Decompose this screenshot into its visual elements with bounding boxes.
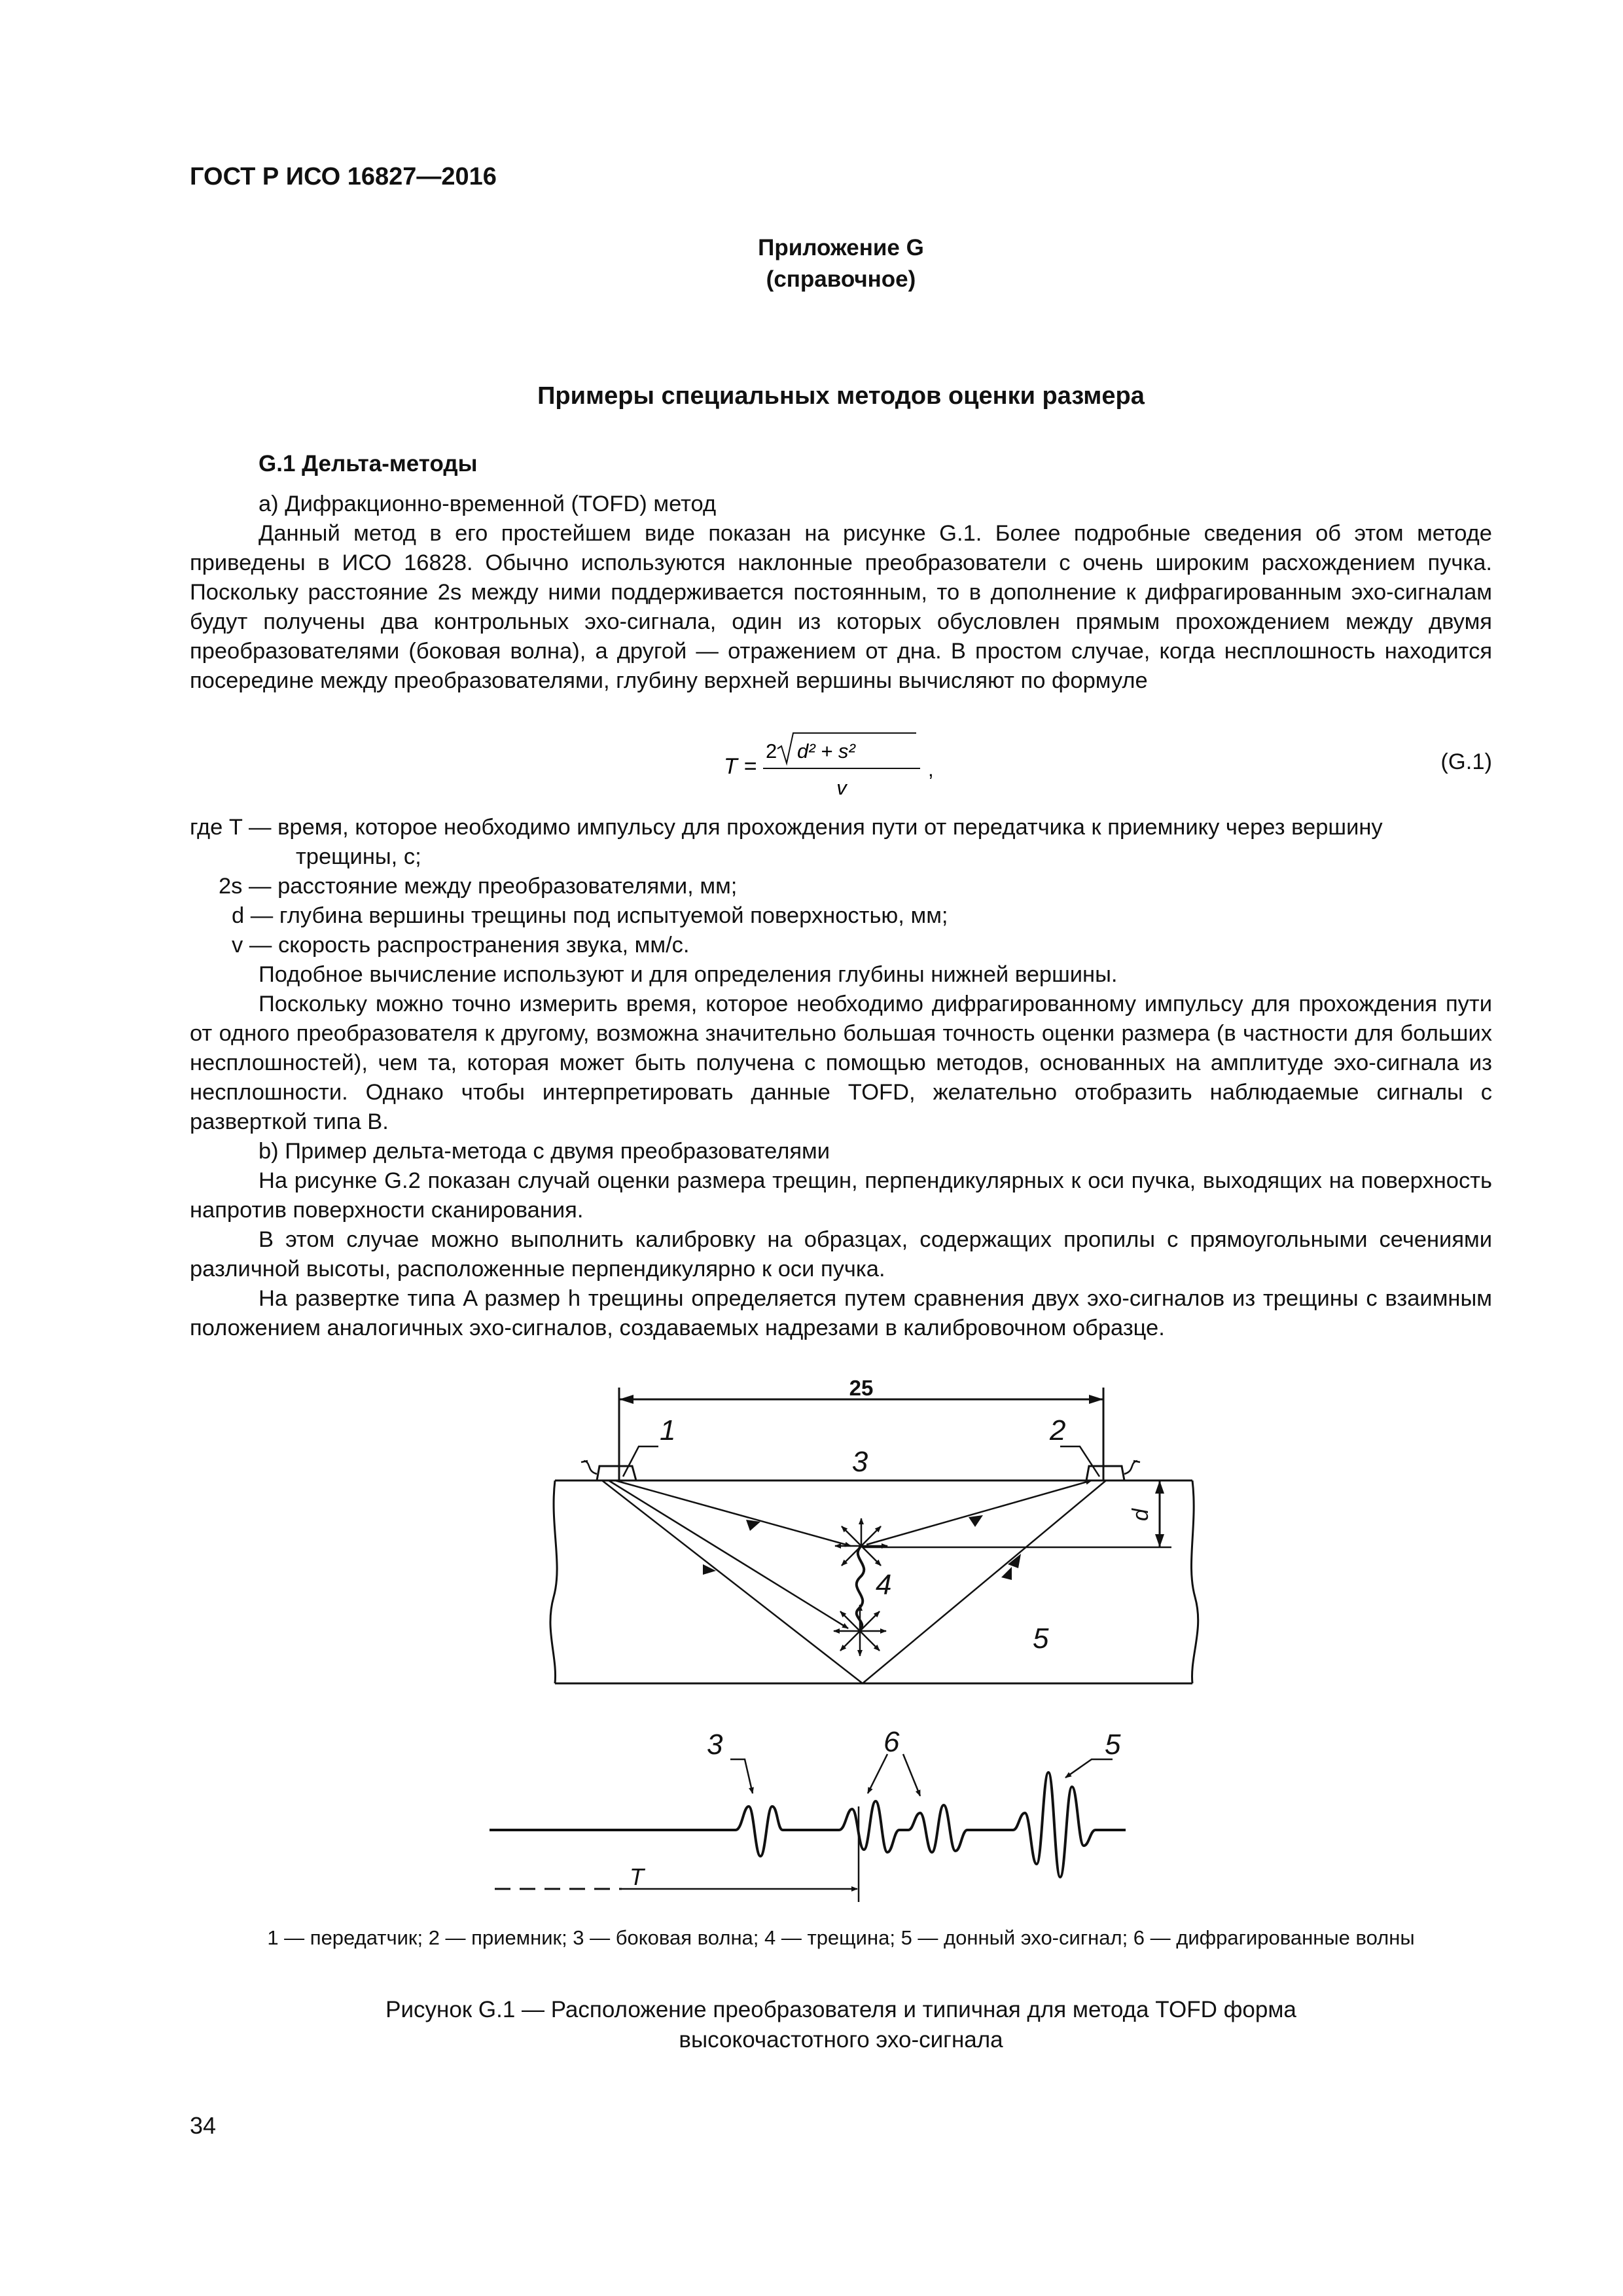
transmitter-cable-icon [581,1461,597,1474]
a-scan-waveform [490,1772,1126,1877]
figure-legend: 1 — передатчик; 2 — приемник; 3 — боковая волна; 4 — трещина; 5 — донный эхо-сигнал; 6 — дифрагированные волны [267,1926,1415,1949]
plate-break-left [550,1480,557,1683]
callout-leader-w6b [903,1754,920,1796]
callout-leader-w6a [868,1754,887,1793]
callout-4: 4 [876,1569,892,1601]
item-a-heading: a) Дифракционно-временной (TOFD) метод [259,492,717,516]
def-text: расстояние между преобразователями, мм; [277,874,738,899]
formula-comma: , [928,758,934,781]
figure-g1-diagram [0,1361,1623,1918]
formula-coefficient: 2 [766,740,777,762]
callout-w5: 5 [1105,1729,1121,1761]
formula-lhs: T = [724,754,757,779]
transmitter-probe [597,1466,636,1480]
def-text: время, которое необходимо импульсу для прохождения пути от передатчика к приемнику через вершину [277,815,1383,840]
def-text: скорость распространения звука, мм/с. [277,933,690,958]
item-b-paragraph-3: На развертке типа A размер h трещины определяется путем сравнения двух эхо-сигналов из трещины с взаимным положением аналогичных эхо-сигналов, создаваемых надрезами в калибровочном образце. [190,1286,1492,1340]
paragraph-accuracy: Поскольку можно точно измерить время, которое необходимо дифрагированному импульсу для прохождения пути от одного преобразователя к другому, возможна значительно большая точность оценки размера (в частности для больших несплошностей), чем та, которая может быть получена с помощью методов, основанных на амплитуде эхо-сигнала из несплошности. Однако чтобы интерпретировать данные TOFD, желательно отобразить наблюдаемые сигналы с разверткой типа B. [190,992,1492,1134]
formula-radicand: d² + s² [797,740,855,762]
caption-line-2: высокочастотного эхо-сигнала [679,2027,1003,2053]
def-symbol: v — [232,933,272,958]
ray-to-upper-tip [615,1480,851,1546]
figure-caption [190,1995,1492,2055]
document-header: ГОСТ Р ИСО 16827—2016 [190,163,497,190]
appendix-type: (справочное) [766,266,916,292]
definition-T [190,813,1492,842]
appendix-heading [190,232,1492,295]
callout-leader-w3 [730,1759,753,1793]
appendix-label: Приложение G [758,235,924,260]
item-a [190,490,1492,696]
formula-g1 [720,726,955,812]
item-a-paragraph: Данный метод в его простейшем виде показан на рисунке G.1. Более подробные сведения об этом методе приведены в ИСО 16828. Обычно используются наклонные преобразователи с очень широким расхождением пучка. Поскольку расстояние 2s между ними поддерживается постоянным, то в дополнение к дифрагированным эхо-сигналам будут получены два контрольных эхо-сигнала, один из которых обусловлен прямым прохождением между двумя преобразователями (боковая волна), а другой — отражением от дна. В простом случае, когда несплошность находится посередине между преобразователями, глубину верхней вершины вычисляют по формуле [190,521,1492,693]
page-number: 34 [190,2112,217,2139]
callout-leader-1 [623,1446,658,1477]
item-b-heading: b) Пример дельта-метода с двумя преобразователями [259,1139,830,1164]
receiver-probe [1086,1466,1124,1480]
depth-label: d [1128,1509,1153,1521]
def-text: глубина вершины трещины под испытуемой поверхностью, мм; [279,903,948,928]
receiver-cable-icon [1124,1461,1140,1474]
ray-upper-tip-to-receiver [866,1480,1092,1545]
item-b-paragraph-2: В этом случае можно выполнить калибровку на образцах, содержащих пропилы с прямоугольными сечениями различной высоты, расположенные перпендикулярно к оси пучка. [190,1227,1492,1282]
def-symbol: d — [232,903,274,928]
upper-tip-diffraction-star-icon [835,1518,887,1566]
paragraph-lower-tip: Подобное вычисление используют и для определения глубины нижней вершины. [259,962,1118,987]
callout-w3: 3 [707,1729,723,1761]
ray-to-back-wall [602,1480,863,1683]
callout-2: 2 [1050,1414,1066,1446]
ray-to-lower-tip [609,1480,848,1628]
item-b-paragraph-1: На рисунке G.2 показан случай оценки размера трещин, перпендикулярных к оси пучка, выходящих на поверхность напротив поверхности сканирования. [190,1168,1492,1223]
definition-T-continued: трещины, с; [296,844,421,869]
definitions-and-text [190,813,1492,1343]
def-symbol: 2s — [219,874,272,899]
callout-1: 1 [660,1414,676,1446]
time-label: T [630,1863,644,1890]
equation-number: (G.1) [1440,749,1492,774]
formula-denominator: v [836,776,847,799]
callout-leader-2 [1060,1446,1099,1477]
callout-leader-w5 [1065,1759,1113,1778]
def-symbol: где T — [190,815,272,840]
callout-w6: 6 [883,1726,900,1758]
callout-3-surface: 3 [851,1446,868,1478]
subsection-heading: G.1 Дельта-методы [259,451,478,476]
callout-5-plate: 5 [1033,1623,1049,1655]
caption-line-1: Рисунок G.1 — Расположение преобразователя и типичная для метода TOFD форма [385,1997,1296,2022]
lower-tip-diffraction-star-icon [834,1605,886,1656]
section-title: Примеры специальных методов оценки размера [537,382,1145,410]
definition-d [190,901,1492,931]
dimension-label: 25 [849,1376,874,1400]
definition-2s [190,872,1492,901]
plate-break-right [1191,1480,1198,1683]
definition-v [190,931,1492,960]
